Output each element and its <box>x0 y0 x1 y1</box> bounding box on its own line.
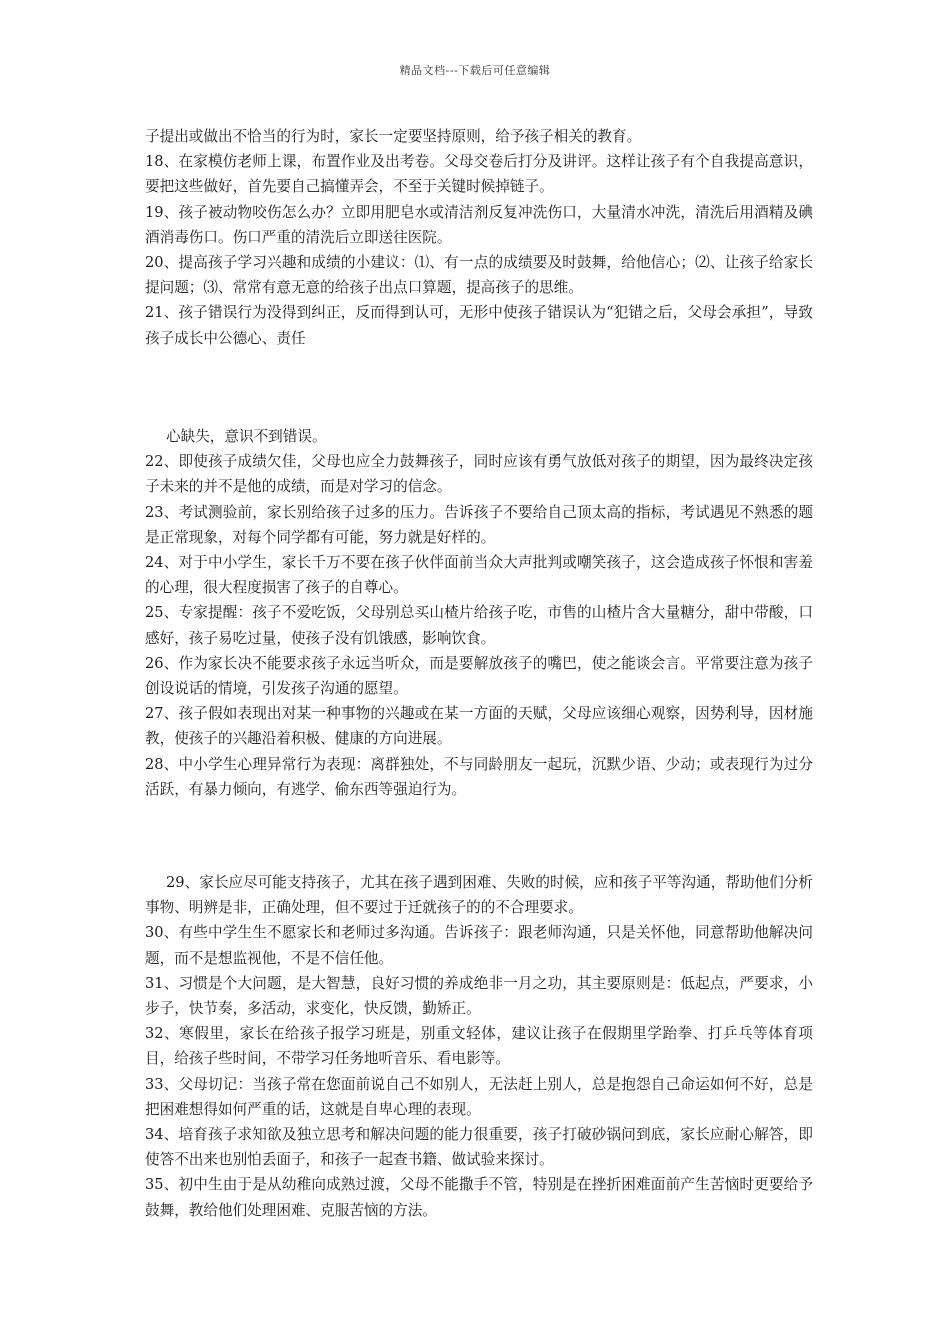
text-block-2 <box>145 424 813 802</box>
paragraph-29: 29、家长应尽可能支持孩子，尤其在孩子遇到困难、失败的时候，应和孩子平等沟通，帮助他们分析事物、明辨是非，正确处理，但不要过于迁就孩子的的不合理要求。 <box>145 874 813 917</box>
paragraph-34: 34、培育孩子求知欲及独立思考和解决问题的能力很重要，孩子打破砂锅问到底，家长应耐心解答，即使答不出来也别怕丢面子，和孩子一起查书籍、做试验来探讨。 <box>145 1126 813 1169</box>
paragraph-28: 28、中小学生心理异常行为表现：离群独处，不与同龄朋友一起玩，沉默少语、少动；或表现行为过分活跃，有暴力倾向，有逃学、偷东西等强迫行为。 <box>145 755 813 798</box>
paragraph-24: 24、对于中小学生，家长千万不要在孩子伙伴面前当众大声批判或嘲笑孩子，这会造成孩子怀恨和害羞的心理，很大程度损害了孩子的自尊心。 <box>145 554 813 597</box>
paragraph-18: 18、在家模仿老师上课，布置作业及出考卷。父母交卷后打分及讲评。这样让孩子有个自我提高意识，要把这些做好，首先要自己搞懂弄会，不至于关键时候掉链子。 <box>145 153 813 196</box>
paragraph-32: 32、寒假里，家长在给孩子报学习班是，别重文轻体，建议让孩子在假期里学跆拳、打乒乓等体育项目，给孩子些时间，不带学习任务地听音乐、看电影等。 <box>145 1025 813 1068</box>
paragraph-26: 26、作为家长决不能要求孩子永远当听众，而是要解放孩子的嘴巴，使之能谈会言。平常要注意为孩子创设说话的情境，引发孩子沟通的愿望。 <box>145 654 813 698</box>
paragraph-continuation: 子提出或做出不恰当的行为时，家长一定要坚持原则，给予孩子相关的教育。 <box>145 128 642 145</box>
paragraph-21-continuation: 心缺失，意识不到错误。 <box>166 428 327 445</box>
paragraph-31: 31、习惯是个大问题，是大智慧，良好习惯的养成绝非一月之功，其主要原则是：低起点，严要求，小步子，快节奏，多活动，求变化，快反馈，勤矫正。 <box>145 974 813 1018</box>
paragraph-27: 27、孩子假如表现出对某一种事物的兴趣或在某一方面的天赋，父母应该细心观察，因势利导，因材施教，使孩子的兴趣沿着积极、健康的方向进展。 <box>145 705 813 748</box>
paragraph-35: 35、初中生由于是从幼稚向成熟过渡，父母不能撒手不管，特别是在挫折困难面前产生苦恼时更要给予鼓舞，教给他们处理困难、克服苦恼的方法。 <box>145 1176 813 1219</box>
text-block-1 <box>145 124 813 351</box>
paragraph-23: 23、考试测验前，家长别给孩子过多的压力。告诉孩子不要给自己顶太高的指标，考试遇见不熟悉的题是正常现象，对每个同学都有可能，努力就是好样的。 <box>145 503 813 546</box>
paragraph-33: 33、父母切记：当孩子常在您面前说自己不如别人，无法赶上别人，总是抱怨自己命运如何不好，总是把困难想得如何严重的话，这就是自卑心理的表现。 <box>145 1075 813 1118</box>
text-block-3 <box>145 870 813 1223</box>
paragraph-20: 20、提高孩子学习兴趣和成绩的小建议：⑴、有一点的成绩要及时鼓舞，给他信心；⑵、让孩子给家长提问题；⑶、常常有意无意的给孩子出点口算题，提高孩子的思维。 <box>145 254 813 297</box>
paragraph-22: 22、即使孩子成绩欠佳，父母也应全力鼓舞孩子，同时应该有勇气放低对孩子的期望，因为最终决定孩子未来的并不是他的成绩，而是对学习的信念。 <box>145 453 813 496</box>
page-header: 精品文档---下载后可任意编辑 <box>399 64 551 77</box>
paragraph-25: 25、专家提醒：孩子不爱吃饭，父母别总买山楂片给孩子吃，市售的山楂片含大量糖分，甜中带酸，口感好，孩子易吃过量，使孩子没有饥饿感，影响饮食。 <box>145 604 813 647</box>
paragraph-21: 21、孩子错误行为没得到纠正，反而得到认可，无形中使孩子错误认为“犯错之后，父母会承担”，导致孩子成长中公德心、责任 <box>145 304 813 347</box>
paragraph-19: 19、孩子被动物咬伤怎么办？立即用肥皂水或清洁剂反复冲洗伤口，大量清水冲洗，清洗后用酒精及碘酒消毒伤口。伤口严重的清洗后立即送往医院。 <box>145 203 813 246</box>
paragraph-30: 30、有些中学生生不愿家长和老师过多沟通。告诉孩子：跟老师沟通，只是关怀他，同意帮助他解决问题，而不是想监视他，不是不信任他。 <box>145 924 813 967</box>
